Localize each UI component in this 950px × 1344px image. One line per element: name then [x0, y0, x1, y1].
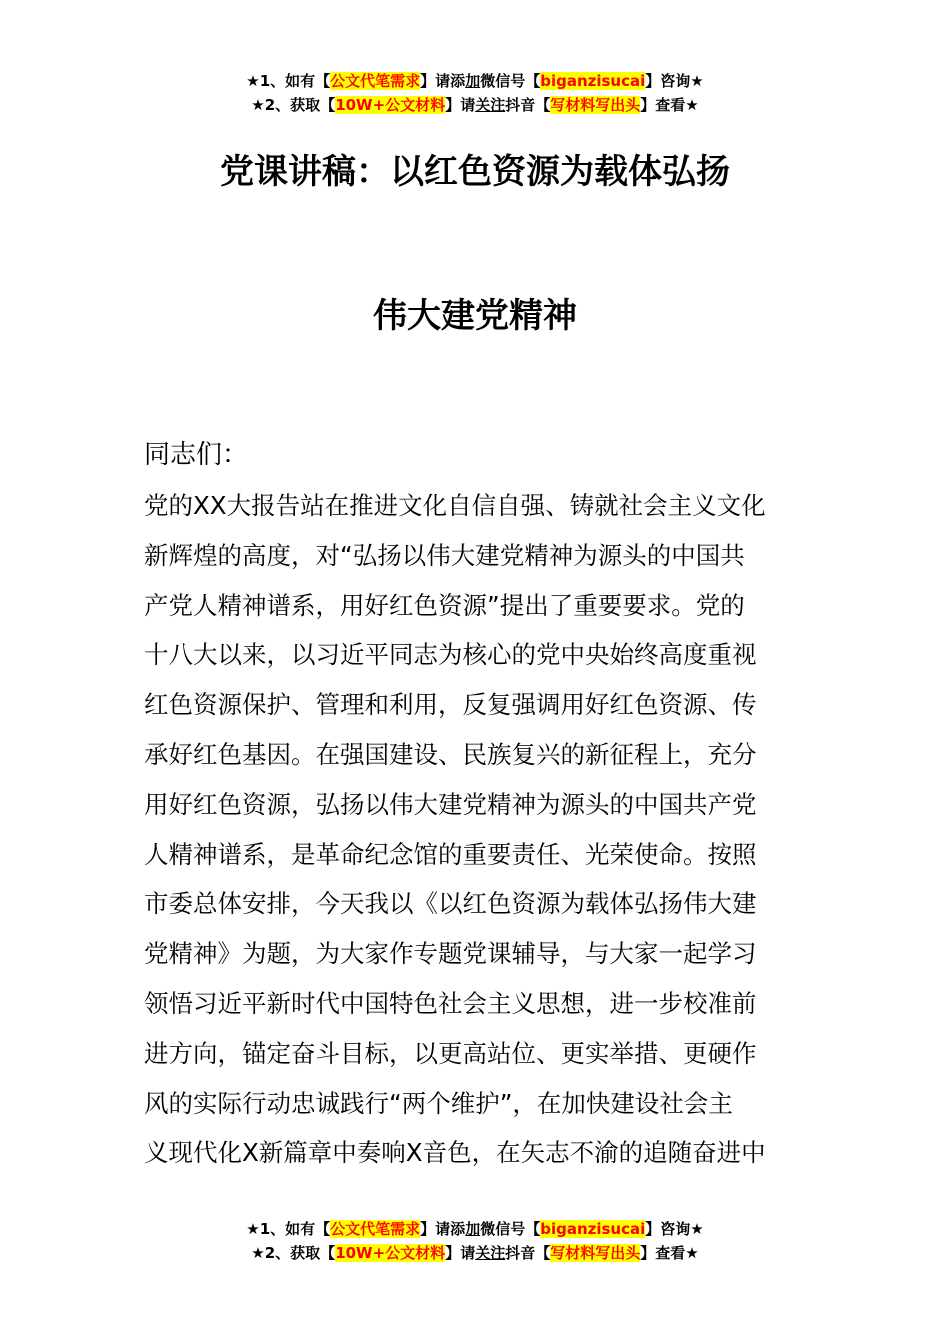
- banner-text: ★2、获取【: [251, 96, 336, 114]
- banner-underlined: 关注: [475, 96, 506, 114]
- banner-highlight: biganzisucai: [540, 1220, 646, 1238]
- document-title-line-2: 伟大建党精神: [373, 296, 577, 336]
- body-line: 新辉煌的高度，对“弘扬以伟大建党精神为源头的中国共: [144, 540, 745, 570]
- banner-text: 】查看★: [640, 96, 699, 114]
- banner-text: 】请: [445, 1244, 476, 1262]
- body-line: 市委总体安排，今天我以《以红色资源为载体弘扬伟大建: [144, 889, 757, 919]
- banner-line-2: [0, 1241, 950, 1265]
- banner-line-2: [0, 93, 950, 117]
- banner-text: ★2、获取【: [251, 1244, 336, 1262]
- banner-underlined: 关注: [475, 1244, 506, 1262]
- body-line: 党精神》为题，为大家作专题党课辅导，与大家一起学习: [144, 939, 757, 969]
- banner-line-1: [0, 69, 950, 93]
- banner-highlight: 公文代笔需求: [330, 1220, 421, 1238]
- footer-banner: [0, 1217, 950, 1265]
- banner-text: 】请添: [420, 1220, 466, 1238]
- document-title-line-1: 党课讲稿：以红色资源为载体弘扬: [220, 152, 730, 192]
- body-line: 领悟习近平新时代中国特色社会主义思想，进一步校准前: [144, 988, 757, 1018]
- banner-text: ★1、如有【: [246, 1220, 331, 1238]
- header-banner: [0, 69, 950, 117]
- body-line: 进方向，锚定奋斗目标，以更高站位、更实举措、更硬作: [144, 1038, 757, 1068]
- banner-text: 】请: [445, 96, 476, 114]
- banner-line-1: [0, 1217, 950, 1241]
- banner-text: 抖音【: [505, 1244, 551, 1262]
- banner-text: 抖音【: [505, 96, 551, 114]
- banner-underlined: 加: [465, 1220, 481, 1238]
- banner-underlined: 加: [465, 72, 481, 90]
- body-line: 红色资源保护、管理和利用，反复强调用好红色资源、传: [144, 690, 757, 720]
- banner-text: 微信号【: [480, 72, 541, 90]
- greeting: 同志们：: [144, 440, 249, 470]
- body-line: 义现代化X新篇章中奏响X音色，在矢志不渝的追随奋进中: [144, 1138, 766, 1168]
- body-line: 党的XX大报告站在推进文化自信自强、铸就社会主义文化: [144, 491, 766, 520]
- banner-highlight: 公文代笔需求: [330, 72, 421, 90]
- body-line: 产党人精神谱系，用好红色资源”提出了重要要求。党的: [144, 590, 745, 620]
- body-line: 十八大以来，以习近平同志为核心的党中央始终高度重视: [144, 640, 757, 670]
- banner-highlight: 写材料写出头: [550, 1244, 641, 1262]
- document-body: [144, 481, 824, 1178]
- body-line: 承好红色基因。在强国建设、民族复兴的新征程上，充分: [144, 739, 757, 769]
- banner-text: 】查看★: [640, 1244, 699, 1262]
- body-line: 风的实际行动忠诚践行“两个维护”，在加快建设社会主: [144, 1088, 733, 1118]
- banner-highlight: 写材料写出头: [550, 96, 641, 114]
- banner-highlight: 10W+公文材料: [335, 96, 446, 114]
- banner-text: 】咨询★: [645, 1220, 704, 1238]
- banner-highlight: biganzisucai: [540, 72, 646, 90]
- body-line: 用好红色资源，弘扬以伟大建党精神为源头的中国共产党: [144, 789, 757, 819]
- banner-text: ★1、如有【: [246, 72, 331, 90]
- body-line: 人精神谱系，是革命纪念馆的重要责任、光荣使命。按照: [144, 839, 757, 869]
- banner-text: 】请添: [420, 72, 466, 90]
- banner-highlight: 10W+公文材料: [335, 1244, 446, 1262]
- banner-text: 】咨询★: [645, 72, 704, 90]
- banner-text: 微信号【: [480, 1220, 541, 1238]
